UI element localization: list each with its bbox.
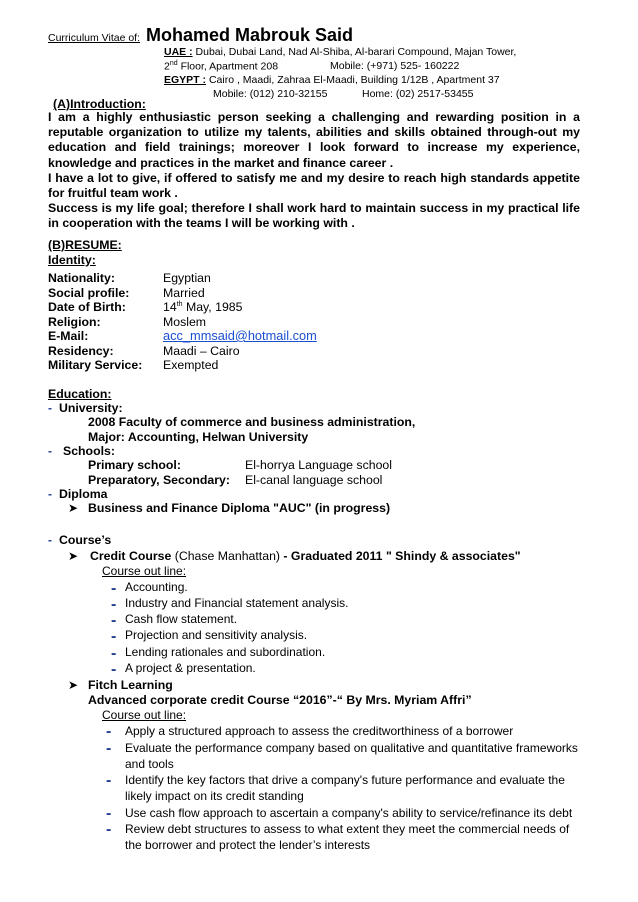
dash-bullet-icon: -	[111, 612, 117, 629]
egypt-mobile: Mobile: (012) 210-32155	[213, 88, 328, 100]
egypt-label: EGYPT :	[164, 74, 207, 86]
fitch-outline-label: Course out line:	[102, 708, 187, 722]
university-label: University:	[59, 401, 123, 415]
university-line: 2008 Faculty of commerce and business administration,	[88, 415, 416, 429]
egypt-address-line	[164, 74, 500, 86]
identity-label: Military Service:	[48, 358, 143, 372]
dash-bullet-icon: -	[111, 628, 117, 645]
introduction-body	[48, 110, 580, 232]
courses-label: Course’s	[59, 533, 112, 547]
fitch-outline-item: Use cash flow approach to ascertain a company's ability to service/refinance its debt	[125, 806, 573, 820]
diploma-label: Diploma	[59, 487, 108, 501]
cv-label: Curriculum Vitae of:	[48, 32, 141, 44]
identity-label: Nationality:	[48, 271, 115, 285]
egypt-address: Cairo , Maadi, Zahraa El-Maadi, Building 1/12B , Apartment 37	[208, 74, 500, 86]
primary-school-value: El-horrya Language school	[245, 458, 392, 472]
university-line: Major: Accounting, Helwan University	[88, 430, 309, 444]
introduction-heading: (A)Introduction:	[53, 97, 146, 111]
dash-bullet-icon: -	[106, 723, 112, 740]
fitch-course: Advanced corporate credit Course “2016”-“ By Mrs. Myriam Affri”	[88, 693, 472, 707]
dash-bullet-icon: -	[106, 740, 112, 757]
course-outline-item: Lending rationales and subordination.	[125, 645, 326, 659]
fitch-outline-item: Apply a structured approach to assess the creditworthiness of a borrower	[125, 724, 514, 738]
diploma-value: Business and Finance Diploma "AUC" (in progress)	[88, 501, 391, 515]
education-heading: Education:	[48, 387, 112, 401]
candidate-name: Mohamed Mabrouk Said	[146, 25, 354, 45]
course-outline-item: Accounting.	[125, 580, 188, 594]
primary-school-label: Primary school:	[88, 458, 181, 472]
date-of-birth-value	[163, 300, 242, 314]
arrow-bullet-icon: ➤	[68, 501, 79, 515]
uae-floor-line	[164, 60, 278, 73]
dob-rest: May, 1985	[182, 300, 243, 314]
dash-bullet-icon: -	[106, 821, 112, 838]
intro-paragraph: Success is my life goal; therefore I shall work hard to maintain success in my practical life in cooperation with the teams I will be working with .	[48, 201, 580, 231]
credit-course-provider: (Chase Manhattan)	[174, 549, 280, 563]
dash-bullet-icon: -	[48, 444, 52, 458]
uae-label: UAE :	[164, 46, 193, 58]
egypt-home: Home: (02) 2517-53455	[362, 88, 474, 100]
identity-value: Egyptian	[163, 271, 211, 285]
identity-label: Religion:	[48, 315, 101, 329]
dash-bullet-icon: -	[111, 661, 117, 678]
credit-course-title: Credit Course	[90, 549, 172, 563]
fitch-title: Fitch Learning	[88, 678, 173, 692]
uae-address: Dubai, Dubai Land, Nad Al-Shiba, Al-barari Compound, Majan Tower,	[195, 46, 517, 58]
intro-paragraph: I am a highly enthusiastic person seeking a challenging and rewarding position in a reputable organization to utilize my talents, abilities and skills obtained through-out my education and field trainings; moreover I look forward to increase my experience, knowledge and practices in the market and finance career .	[48, 110, 580, 170]
course-outline-item: Industry and Financial statement analysis.	[125, 596, 349, 610]
dash-bullet-icon: -	[48, 401, 52, 415]
dob-day: 14	[163, 300, 177, 314]
dash-bullet-icon: -	[48, 533, 52, 547]
dash-bullet-icon: -	[111, 580, 117, 597]
identity-heading: Identity:	[48, 253, 96, 267]
identity-value: Exempted	[163, 358, 219, 372]
uae-floor-sup: nd	[169, 60, 178, 67]
identity-label: Date of Birth:	[48, 300, 126, 314]
course-outline-label: Course out line:	[102, 564, 187, 578]
dash-bullet-icon: -	[111, 645, 117, 662]
identity-label: E-Mail:	[48, 329, 89, 343]
course-outline-item: Cash flow statement.	[125, 612, 238, 626]
credit-course-line	[90, 549, 521, 563]
dash-bullet-icon: -	[48, 487, 52, 501]
credit-course-grad: - Graduated 2011 " Shindy & associates"	[283, 549, 521, 563]
fitch-outline-item: Review debt structures to assess to what extent they meet the commercial needs of the borrower and protect the lender’s interests	[125, 822, 570, 852]
course-outline-item: Projection and sensitivity analysis.	[125, 628, 308, 642]
identity-value: Maadi – Cairo	[163, 344, 240, 358]
identity-value: Married	[163, 286, 205, 300]
schools-label: Schools:	[63, 444, 115, 458]
identity-label: Residency:	[48, 344, 114, 358]
dash-bullet-icon: -	[106, 772, 112, 789]
identity-value: Moslem	[163, 315, 207, 329]
dob-sup: th	[176, 300, 183, 308]
prep-school-label: Preparatory, Secondary:	[88, 473, 230, 487]
fitch-outline-item: Evaluate the performance company based on qualitative and quantitative frameworks and tools	[125, 741, 578, 771]
uae-floor-num: 2	[164, 60, 170, 73]
fitch-outline-item: Identify the key factors that drive a company's future performance and evaluate the likely impact on its credit standing	[125, 773, 565, 803]
identity-label: Social profile:	[48, 286, 130, 300]
uae-address-line	[164, 46, 516, 58]
intro-paragraph: I have a lot to give, if offered to satisfy me and my desire to reach high standards appetite for fruitful team work .	[48, 170, 580, 201]
prep-school-value: El-canal language school	[245, 473, 383, 487]
arrow-bullet-icon: ➤	[68, 549, 79, 563]
resume-heading: (B)RESUME:	[48, 238, 122, 252]
dash-bullet-icon: -	[106, 805, 112, 822]
uae-mobile: Mobile: (+971) 525- 160222	[330, 60, 460, 72]
arrow-bullet-icon: ➤	[68, 678, 79, 692]
email-link[interactable]: acc_mmsaid@hotmail.com	[163, 328, 317, 343]
dash-bullet-icon: -	[111, 596, 117, 613]
uae-floor-text: Floor, Apartment 208	[180, 60, 279, 73]
course-outline-item: A project & presentation.	[125, 661, 256, 675]
